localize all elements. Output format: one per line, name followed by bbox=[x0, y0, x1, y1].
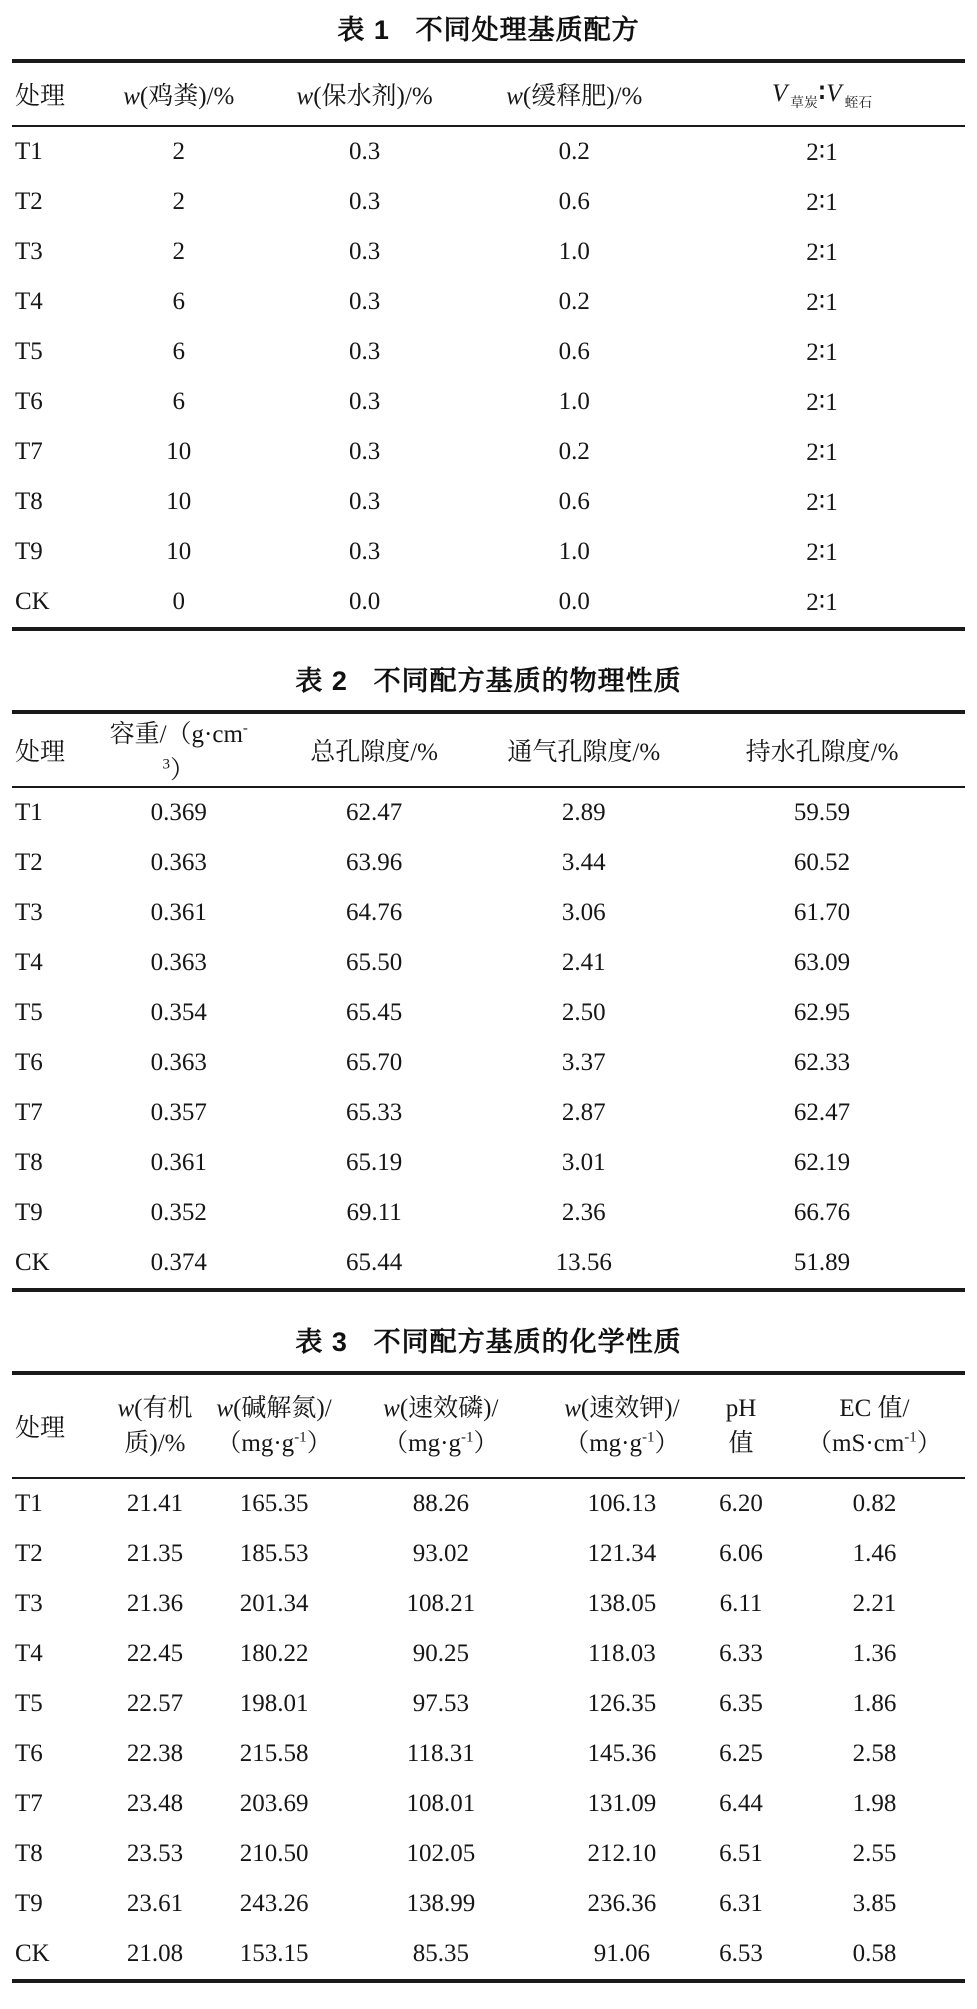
table2-cell-r8-c3: 2.36 bbox=[561, 1199, 606, 1226]
table1-cell-r9-c4: 2∶1 bbox=[806, 589, 838, 616]
table3-cell-r8-c1: 23.61 bbox=[126, 1890, 184, 1917]
table2-row-label: T6 bbox=[15, 1049, 43, 1076]
table1-cell-r2-c1: 2 bbox=[172, 238, 186, 265]
table2-cell-r9-c1: 0.374 bbox=[150, 1249, 207, 1276]
table3-row-T4 bbox=[12, 1629, 965, 1679]
table3-cell-r5-c2: 215.58 bbox=[239, 1740, 309, 1767]
exponent: -1 bbox=[642, 1429, 655, 1446]
table1-row-label: T7 bbox=[15, 438, 43, 465]
table2-cell-r5-c1: 0.363 bbox=[150, 1049, 207, 1076]
table3-cell-r4-c2: 198.01 bbox=[239, 1690, 309, 1717]
table2-cell-r8-c1: 0.352 bbox=[150, 1199, 207, 1226]
table1-header-row bbox=[12, 61, 965, 126]
table1-cell-r5-c3: 1.0 bbox=[558, 388, 590, 415]
table1-cell-r7-c4: 2∶1 bbox=[806, 489, 838, 516]
table2-cell-r8-c4: 66.76 bbox=[793, 1199, 851, 1226]
table3-row-T9 bbox=[12, 1879, 965, 1929]
table3-cell-r4-c3: 97.53 bbox=[412, 1690, 469, 1717]
table1-cell-r2-c2: 0.3 bbox=[348, 238, 381, 265]
table3-cell-r7-c3: 102.05 bbox=[406, 1840, 476, 1867]
table2-cell-r2-c2: 64.76 bbox=[346, 899, 403, 926]
table1-cell-r3-c2: 0.3 bbox=[348, 288, 381, 315]
table1-row-label: T5 bbox=[15, 338, 43, 365]
table2-cell-r7-c2: 65.19 bbox=[346, 1149, 403, 1176]
table3-title-number: 表 3 bbox=[295, 1327, 348, 1357]
table3-cell-r1-c4: 121.34 bbox=[587, 1540, 657, 1567]
w-symbol: w bbox=[123, 83, 140, 110]
table3-cell-r5-c1: 22.38 bbox=[126, 1740, 184, 1767]
header-unit-close: ） bbox=[306, 1430, 332, 1457]
exponent: -1 bbox=[294, 1429, 307, 1446]
w-symbol: w bbox=[383, 1395, 400, 1422]
table3-row-label: T4 bbox=[15, 1640, 43, 1667]
table3-cell-r6-c2: 203.69 bbox=[239, 1790, 309, 1817]
table1-cell-r5-c4: 2∶1 bbox=[806, 389, 838, 416]
table1-row-label: T1 bbox=[15, 138, 43, 165]
table2-cell-r7-c1: 0.361 bbox=[150, 1149, 207, 1176]
peat-subscript: 草炭 bbox=[790, 94, 818, 110]
table2-cell-r6-c3: 2.87 bbox=[561, 1099, 606, 1126]
table1-cell-r8-c2: 0.3 bbox=[348, 538, 381, 565]
table3-section bbox=[12, 1320, 965, 1983]
table3-cell-r9-c1: 21.08 bbox=[126, 1940, 184, 1967]
table2-cell-r3-c1: 0.363 bbox=[150, 949, 207, 976]
table2-row-label: T4 bbox=[15, 949, 43, 976]
table2-cell-r6-c2: 65.33 bbox=[346, 1099, 403, 1126]
table2-section bbox=[12, 659, 965, 1292]
table3-cell-r9-c2: 153.15 bbox=[239, 1940, 309, 1967]
table3-cell-r5-c3: 118.31 bbox=[406, 1740, 475, 1767]
table3-cell-r1-c6: 1.46 bbox=[852, 1540, 897, 1567]
w-symbol: w bbox=[216, 1395, 234, 1422]
table1-cell-r7-c3: 0.6 bbox=[558, 488, 590, 515]
header-unit-text: (鸡粪)/% bbox=[139, 83, 235, 110]
table3-cell-r0-c1: 21.41 bbox=[126, 1490, 184, 1517]
table3-cell-r9-c5: 6.53 bbox=[719, 1940, 763, 1967]
table3-cell-r6-c1: 23.48 bbox=[126, 1790, 184, 1817]
table1-section bbox=[12, 8, 965, 631]
table3-cell-r8-c2: 243.26 bbox=[239, 1890, 309, 1917]
table1-cell-r9-c1: 0 bbox=[172, 588, 186, 615]
table1-row-T2 bbox=[12, 177, 965, 227]
table1-cell-r2-c4: 2∶1 bbox=[806, 239, 838, 266]
table3-cell-r2-c5: 6.11 bbox=[719, 1590, 763, 1617]
table2-row-label: T5 bbox=[15, 999, 43, 1026]
table3-cell-r1-c5: 6.06 bbox=[719, 1540, 763, 1567]
table3-cell-r6-c6: 1.98 bbox=[852, 1790, 897, 1817]
table3-cell-r2-c3: 108.21 bbox=[406, 1590, 476, 1617]
table3-row-label: T5 bbox=[15, 1690, 43, 1717]
table3-row-label: T3 bbox=[15, 1590, 43, 1617]
table2-cell-r0-c2: 62.47 bbox=[346, 799, 403, 826]
table2-physical-properties bbox=[12, 710, 965, 1292]
table2-header-bulk-density bbox=[98, 712, 260, 787]
table1-cell-r6-c2: 0.3 bbox=[348, 438, 381, 465]
table1-cell-r7-c1: 10 bbox=[166, 488, 192, 515]
table3-row-label: T2 bbox=[15, 1540, 43, 1567]
table2-cell-r3-c3: 2.41 bbox=[561, 949, 606, 976]
exponent: -3 bbox=[162, 720, 248, 773]
table3-cell-r0-c4: 106.13 bbox=[587, 1490, 657, 1517]
table2-row-label: T7 bbox=[15, 1099, 43, 1126]
table3-cell-r7-c4: 212.10 bbox=[587, 1840, 657, 1867]
table3-cell-r5-c4: 145.36 bbox=[587, 1740, 657, 1767]
header-unit-text: （mg·g bbox=[383, 1430, 461, 1457]
table1-cell-r3-c1: 6 bbox=[172, 288, 186, 315]
header-unit-text: (速效磷)/ bbox=[399, 1395, 499, 1422]
table3-cell-r9-c4: 91.06 bbox=[593, 1940, 651, 1967]
table2-cell-r3-c2: 65.50 bbox=[346, 949, 403, 976]
table2-cell-r0-c4: 59.59 bbox=[793, 799, 851, 826]
table2-row-label: T9 bbox=[15, 1199, 43, 1226]
header-line1 bbox=[212, 1391, 336, 1426]
header-line1: pH bbox=[725, 1395, 757, 1422]
table1-header bbox=[12, 61, 965, 126]
table2-header-water-holding-porosity: 持水孔隙度/% bbox=[679, 712, 965, 787]
w-symbol: w bbox=[296, 83, 314, 110]
table1-row-label: T6 bbox=[15, 388, 43, 415]
w-symbol: w bbox=[506, 83, 523, 110]
table3-cell-r0-c2: 165.35 bbox=[239, 1490, 309, 1517]
table3-row-CK bbox=[12, 1929, 965, 1981]
table1-header-volume-ratio bbox=[679, 61, 965, 126]
table1-row-T1 bbox=[12, 126, 965, 177]
table1-cell-r4-c1: 6 bbox=[172, 338, 186, 365]
table1-row-T3 bbox=[12, 227, 965, 277]
table3-cell-r8-c3: 138.99 bbox=[406, 1890, 476, 1917]
vermiculite-subscript: 蛭石 bbox=[844, 94, 873, 110]
table3-header-treatment: 处理 bbox=[12, 1373, 98, 1478]
table1-row-T4 bbox=[12, 277, 965, 327]
table3-header bbox=[12, 1373, 965, 1478]
table3-cell-r2-c6: 2.21 bbox=[852, 1590, 897, 1617]
table2-cell-r6-c1: 0.357 bbox=[150, 1099, 207, 1126]
table1-title-text: 不同处理基质配方 bbox=[415, 15, 640, 45]
table1-row-label: T9 bbox=[15, 538, 43, 565]
table1-cell-r8-c1: 10 bbox=[166, 538, 192, 565]
table3-header-row bbox=[12, 1373, 965, 1478]
table3-cell-r3-c3: 90.25 bbox=[412, 1640, 469, 1667]
table2-cell-r4-c3: 2.50 bbox=[561, 999, 606, 1026]
table2-cell-r8-c2: 69.11 bbox=[346, 1199, 402, 1226]
table3-title-text: 不同配方基质的化学性质 bbox=[373, 1327, 682, 1357]
table1-header-water-retaining-agent bbox=[260, 61, 470, 126]
table1-body bbox=[12, 126, 965, 629]
table3-chemical-properties bbox=[12, 1371, 965, 1983]
table3-header-organic-matter bbox=[98, 1373, 212, 1478]
table2-row-T3 bbox=[12, 888, 965, 938]
table1-cell-r1-c3: 0.6 bbox=[558, 188, 590, 215]
table2-row-T7 bbox=[12, 1088, 965, 1138]
table1-cell-r5-c2: 0.3 bbox=[348, 388, 381, 415]
table3-cell-r0-c3: 88.26 bbox=[412, 1490, 469, 1517]
table1-substrate-formula bbox=[12, 59, 965, 631]
table3-cell-r7-c5: 6.51 bbox=[719, 1840, 763, 1867]
table1-row-T8 bbox=[12, 477, 965, 527]
header-unit-text: （mS·cm bbox=[807, 1430, 905, 1457]
table3-cell-r4-c5: 6.35 bbox=[719, 1690, 763, 1717]
table1-cell-r6-c3: 0.2 bbox=[558, 438, 590, 465]
table2-cell-r4-c2: 65.45 bbox=[346, 999, 403, 1026]
table2-cell-r1-c1: 0.363 bbox=[150, 849, 207, 876]
table1-cell-r7-c2: 0.3 bbox=[348, 488, 381, 515]
table3-body bbox=[12, 1478, 965, 1981]
table3-row-T1 bbox=[12, 1478, 965, 1529]
table3-header-alkali-nitrogen bbox=[212, 1373, 336, 1478]
table2-row-T6 bbox=[12, 1038, 965, 1088]
table1-cell-r8-c4: 2∶1 bbox=[806, 539, 838, 566]
table3-header-ec bbox=[784, 1373, 965, 1478]
table2-row-label: CK bbox=[15, 1249, 50, 1276]
table2-cell-r7-c3: 3.01 bbox=[561, 1149, 606, 1176]
table1-row-T9 bbox=[12, 527, 965, 577]
table2-cell-r1-c3: 3.44 bbox=[561, 849, 606, 876]
table2-header bbox=[12, 712, 965, 787]
table1-cell-r1-c1: 2 bbox=[172, 188, 186, 215]
table2-row-label: T1 bbox=[15, 799, 43, 826]
table3-header-available-phosphorus bbox=[336, 1373, 546, 1478]
table3-cell-r3-c2: 180.22 bbox=[239, 1640, 309, 1667]
table1-cell-r0-c1: 2 bbox=[172, 138, 186, 165]
table1-row-T6 bbox=[12, 377, 965, 427]
table1-header-slow-release-fertilizer bbox=[469, 61, 679, 126]
table1-title-number: 表 1 bbox=[337, 15, 390, 45]
table3-cell-r2-c2: 201.34 bbox=[239, 1590, 309, 1617]
table3-row-label: T7 bbox=[15, 1790, 43, 1817]
table1-cell-r0-c4: 2∶1 bbox=[806, 139, 838, 166]
header-unit-text: (速效钾)/ bbox=[580, 1395, 680, 1422]
table3-cell-r1-c2: 185.53 bbox=[239, 1540, 309, 1567]
table3-cell-r9-c6: 0.58 bbox=[852, 1940, 897, 1967]
table1-cell-r1-c2: 0.3 bbox=[348, 188, 381, 215]
table1-cell-r4-c2: 0.3 bbox=[348, 338, 381, 365]
table2-cell-r5-c2: 65.70 bbox=[346, 1049, 403, 1076]
table3-cell-r1-c3: 93.02 bbox=[412, 1540, 469, 1567]
table2-cell-r2-c3: 3.06 bbox=[561, 899, 606, 926]
table3-cell-r7-c6: 2.55 bbox=[852, 1840, 897, 1867]
table3-row-T3 bbox=[12, 1579, 965, 1629]
table2-row-T8 bbox=[12, 1138, 965, 1188]
table2-cell-r4-c4: 62.95 bbox=[793, 999, 851, 1026]
table1-cell-r0-c2: 0.3 bbox=[348, 138, 381, 165]
table3-cell-r8-c5: 6.31 bbox=[719, 1890, 763, 1917]
table1-cell-r5-c1: 6 bbox=[172, 388, 186, 415]
table3-cell-r4-c6: 1.86 bbox=[852, 1690, 897, 1717]
table1-cell-r0-c3: 0.2 bbox=[558, 138, 590, 165]
table3-row-label: CK bbox=[15, 1940, 50, 1967]
table1-row-label: T4 bbox=[15, 288, 43, 315]
table1-row-label: T8 bbox=[15, 488, 43, 515]
table1-row-label: T2 bbox=[15, 188, 43, 215]
table3-title bbox=[12, 1320, 965, 1359]
table1-cell-r4-c3: 0.6 bbox=[558, 338, 590, 365]
header-line2 bbox=[212, 1426, 336, 1461]
table2-row-T5 bbox=[12, 988, 965, 1038]
table2-cell-r4-c1: 0.354 bbox=[150, 999, 207, 1026]
table1-cell-r8-c3: 1.0 bbox=[558, 538, 590, 565]
header-line2 bbox=[336, 1426, 546, 1461]
table2-header-total-porosity: 总孔隙度/% bbox=[260, 712, 489, 787]
table3-cell-r5-c6: 2.58 bbox=[852, 1740, 897, 1767]
table2-cell-r3-c4: 63.09 bbox=[793, 949, 851, 976]
table2-title-text: 不同配方基质的物理性质 bbox=[373, 666, 682, 696]
table3-cell-r8-c6: 3.85 bbox=[852, 1890, 897, 1917]
header-unit-text: （mg·g bbox=[564, 1430, 643, 1457]
table1-cell-r6-c1: 10 bbox=[166, 438, 192, 465]
table1-header-treatment: 处理 bbox=[12, 61, 98, 126]
table3-cell-r0-c5: 6.20 bbox=[719, 1490, 763, 1517]
header-unit-text: (缓释肥)/% bbox=[522, 83, 643, 110]
table3-cell-r8-c4: 236.36 bbox=[587, 1890, 657, 1917]
header-unit-text: (有机 bbox=[134, 1395, 193, 1422]
table2-cell-r0-c1: 0.369 bbox=[150, 799, 207, 826]
table3-row-label: T6 bbox=[15, 1740, 43, 1767]
table2-row-T1 bbox=[12, 787, 965, 838]
table3-cell-r5-c5: 6.25 bbox=[719, 1740, 763, 1767]
table3-cell-r4-c4: 126.35 bbox=[587, 1690, 657, 1717]
header-unit-text: (保水剂)/% bbox=[313, 83, 433, 110]
table3-cell-r1-c1: 21.35 bbox=[126, 1540, 184, 1567]
table3-cell-r3-c5: 6.33 bbox=[719, 1640, 763, 1667]
v-symbol: V bbox=[771, 79, 788, 107]
table3-header-ph bbox=[698, 1373, 784, 1478]
table2-cell-r2-c4: 61.70 bbox=[793, 899, 851, 926]
header-line1: EC 值/ bbox=[839, 1395, 910, 1422]
table2-header-treatment: 处理 bbox=[12, 712, 98, 787]
table2-row-T2 bbox=[12, 838, 965, 888]
header-line1 bbox=[98, 1391, 212, 1426]
w-symbol: w bbox=[117, 1395, 135, 1422]
table3-cell-r3-c6: 1.36 bbox=[852, 1640, 897, 1667]
table3-cell-r7-c2: 210.50 bbox=[239, 1840, 309, 1867]
table2-cell-r1-c2: 63.96 bbox=[346, 849, 403, 876]
table2-row-label: T3 bbox=[15, 899, 43, 926]
table1-cell-r4-c4: 2∶1 bbox=[806, 339, 838, 366]
table1-cell-r3-c4: 2∶1 bbox=[806, 289, 838, 316]
header-line1 bbox=[336, 1391, 546, 1426]
header-line2: 质)/% bbox=[124, 1430, 186, 1457]
ratio-colon: ∶ bbox=[818, 79, 826, 107]
table2-cell-r9-c2: 65.44 bbox=[346, 1249, 403, 1276]
table2-cell-r2-c1: 0.361 bbox=[150, 899, 207, 926]
table3-cell-r4-c1: 22.57 bbox=[126, 1690, 184, 1717]
table2-cell-r5-c3: 3.37 bbox=[561, 1049, 606, 1076]
table3-header-available-potassium bbox=[546, 1373, 698, 1478]
table2-row-label: T8 bbox=[15, 1149, 43, 1176]
table3-row-T2 bbox=[12, 1529, 965, 1579]
table1-row-T7 bbox=[12, 427, 965, 477]
table3-row-label: T9 bbox=[15, 1890, 43, 1917]
header-line1 bbox=[546, 1391, 698, 1426]
table3-cell-r6-c3: 108.01 bbox=[406, 1790, 476, 1817]
table2-row-label: T2 bbox=[15, 849, 43, 876]
table3-row-label: T1 bbox=[15, 1490, 43, 1517]
table2-cell-r9-c4: 51.89 bbox=[793, 1249, 851, 1276]
table3-row-T6 bbox=[12, 1729, 965, 1779]
v-symbol: V bbox=[826, 79, 842, 107]
table3-row-T8 bbox=[12, 1829, 965, 1879]
table2-cell-r1-c4: 60.52 bbox=[793, 849, 851, 876]
table2-cell-r0-c3: 2.89 bbox=[561, 799, 606, 826]
table2-header-aeration-porosity: 通气孔隙度/% bbox=[488, 712, 679, 787]
table1-title bbox=[12, 8, 965, 47]
table1-header-chicken-manure bbox=[98, 61, 260, 126]
table1-row-label: T3 bbox=[15, 238, 43, 265]
exponent: -1 bbox=[904, 1429, 917, 1446]
table2-title-number: 表 2 bbox=[295, 666, 348, 696]
table1-cell-r9-c2: 0.0 bbox=[348, 588, 381, 615]
table3-cell-r9-c3: 85.35 bbox=[412, 1940, 469, 1967]
w-symbol: w bbox=[564, 1395, 581, 1422]
table1-cell-r3-c3: 0.2 bbox=[558, 288, 590, 315]
table2-cell-r9-c3: 13.56 bbox=[555, 1249, 612, 1276]
table3-row-label: T8 bbox=[15, 1840, 43, 1867]
exponent: -1 bbox=[460, 1429, 474, 1446]
table2-body bbox=[12, 787, 965, 1290]
table2-title bbox=[12, 659, 965, 698]
table3-cell-r6-c5: 6.44 bbox=[719, 1790, 763, 1817]
header-unit-close: ） bbox=[473, 1430, 499, 1457]
table2-row-T9 bbox=[12, 1188, 965, 1238]
table3-cell-r2-c1: 21.36 bbox=[126, 1590, 184, 1617]
table2-row-CK bbox=[12, 1238, 965, 1290]
table2-cell-r5-c4: 62.33 bbox=[793, 1049, 851, 1076]
table2-cell-r7-c4: 62.19 bbox=[793, 1149, 851, 1176]
table2-cell-r6-c4: 62.47 bbox=[793, 1099, 851, 1126]
table2-header-row bbox=[12, 712, 965, 787]
table1-row-label: CK bbox=[15, 588, 50, 615]
table3-cell-r3-c4: 118.03 bbox=[587, 1640, 656, 1667]
table3-cell-r7-c1: 23.53 bbox=[126, 1840, 184, 1867]
table3-cell-r2-c4: 138.05 bbox=[587, 1590, 657, 1617]
table1-cell-r1-c4: 2∶1 bbox=[806, 189, 838, 216]
header-unit-close: ） bbox=[654, 1430, 680, 1457]
header-unit-close: ） bbox=[916, 1430, 942, 1457]
table1-row-CK bbox=[12, 577, 965, 629]
table3-cell-r0-c6: 0.82 bbox=[852, 1490, 897, 1517]
header-line2 bbox=[546, 1426, 698, 1461]
table1-cell-r9-c3: 0.0 bbox=[558, 588, 590, 615]
table1-cell-r6-c4: 2∶1 bbox=[806, 439, 838, 466]
header-line2: 值 bbox=[728, 1430, 754, 1457]
header-unit-text: 容重/（g·cm bbox=[109, 721, 243, 748]
table1-row-T5 bbox=[12, 327, 965, 377]
table3-row-T5 bbox=[12, 1679, 965, 1729]
header-line2 bbox=[784, 1426, 965, 1461]
header-unit-text: (碱解氮)/ bbox=[233, 1395, 332, 1422]
table1-cell-r2-c3: 1.0 bbox=[558, 238, 590, 265]
table2-row-T4 bbox=[12, 938, 965, 988]
table3-row-T7 bbox=[12, 1779, 965, 1829]
table3-cell-r3-c1: 22.45 bbox=[126, 1640, 184, 1667]
table3-cell-r6-c4: 131.09 bbox=[587, 1790, 657, 1817]
header-unit-text: （mg·g bbox=[216, 1430, 295, 1457]
header-unit-close: ） bbox=[170, 757, 196, 784]
